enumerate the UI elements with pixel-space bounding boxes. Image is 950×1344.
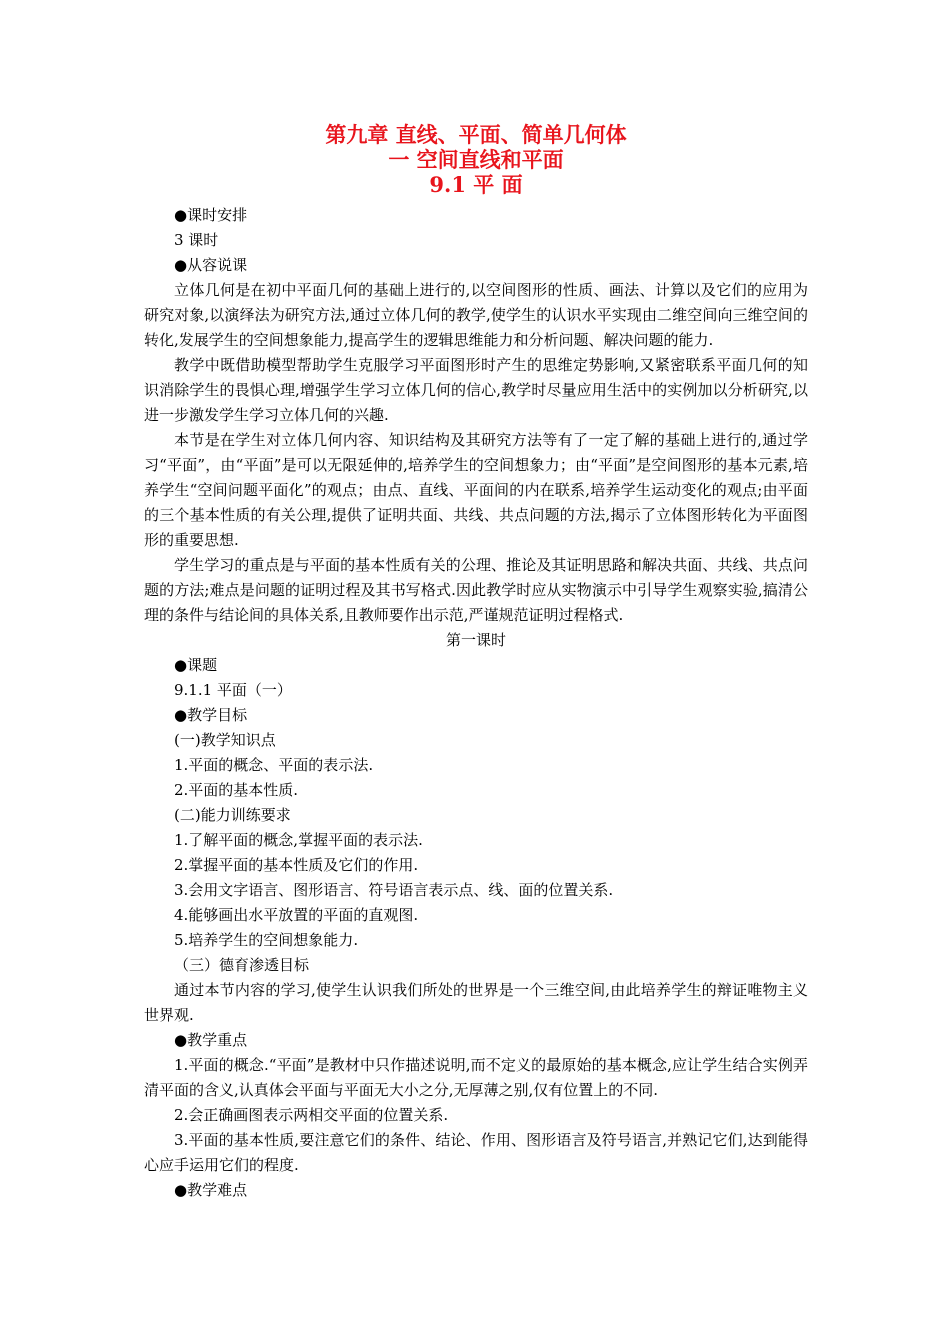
section-heading: ●课时安排 [174,206,248,224]
text-line: 2.平面的基本性质. [174,781,299,799]
document-body [144,203,808,1203]
section-heading: ●教学难点 [174,1181,248,1199]
text-line: 1.平面的概念、平面的表示法. [174,756,374,774]
section-heading: ●课题 [174,656,218,674]
document-page [144,120,808,1203]
section-title: 一 空间直线和平面 [388,147,564,172]
text-line: (一)教学知识点 [174,731,276,749]
lesson-heading: 第一课时 [445,631,506,649]
text-line: 3 课时 [174,231,219,249]
subsection-title: 9.1 平 面 [429,172,523,197]
text-line: (二)能力训练要求 [174,806,291,824]
paragraph: 本节是在学生对立体几何内容、知识结构及其研究方法等有了一定了解的基础上进行的,通过学习“平面”，由“平面”是可以无限延伸的,培养学生的空间想象力；由“平面”是空间图形的基本元素,培养学生“空间问题平面化”的观点；由点、直线、平面间的内在联系,培养学生运动变化的观点;由平面的三个基本性质的有关公理,提供了证明共面、共线、共点问题的方法,揭示了立体图形转化为平面图形的重要思想. [144,431,808,549]
text-line: 4.能够画出水平放置的平面的直观图. [174,906,419,924]
text-line: 1.了解平面的概念,掌握平面的表示法. [174,831,423,849]
paragraph: 3.平面的基本性质,要注意它们的条件、结论、作用、图形语言及符号语言,并熟记它们,达到能得心应手运用它们的程度. [144,1131,808,1174]
section-heading: ●教学目标 [174,706,248,724]
text-line: 9.1.1 平面（一） [174,681,292,699]
section-heading: ●教学重点 [174,1031,248,1049]
text-line: 5.培养学生的空间想象能力. [174,931,359,949]
paragraph: 通过本节内容的学习,使学生认识我们所处的世界是一个三维空间,由此培养学生的辩证唯物主义世界观. [144,981,808,1024]
paragraph: 教学中既借助模型帮助学生克服学习平面图形时产生的思维定势影响,又紧密联系平面几何的知识消除学生的畏惧心理,增强学生学习立体几何的信心,教学时尽量应用生活中的实例加以分析研究,以进一步激发学生学习立体几何的兴趣. [144,356,808,424]
paragraph: 2.会正确画图表示两相交平面的位置关系. [174,1106,449,1124]
section-heading: ●从容说课 [174,256,248,274]
paragraph: 学生学习的重点是与平面的基本性质有关的公理、推论及其证明思路和解决共面、共线、共点问题的方法;难点是问题的证明过程及其书写格式.因此教学时应从实物演示中引导学生观察实验,搞清公理的条件与结论间的具体关系,且教师要作出示范,严谨规范证明过程格式. [144,556,808,624]
chapter-title: 第九章 直线、平面、简单几何体 [325,122,627,147]
text-line: 3.会用文字语言、图形语言、符号语言表示点、线、面的位置关系. [174,881,614,899]
text-line: （三）德育渗透目标 [174,956,310,974]
paragraph: 立体几何是在初中平面几何的基础上进行的,以空间图形的性质、画法、计算以及它们的应用为研究对象,以演绎法为研究方法,通过立体几何的教学,使学生的认识水平实现由二维空间向三维空间的转化,发展学生的空间想象能力,提高学生的逻辑思维能力和分析问题、解决问题的能力. [144,281,808,349]
text-line: 2.掌握平面的基本性质及它们的作用. [174,856,419,874]
paragraph: 1.平面的概念.“平面”是教材中只作描述说明,而不定义的最原始的基本概念,应让学生结合实例弄清平面的含义,认真体会平面与平面无大小之分,无厚薄之别,仅有位置上的不同. [144,1056,808,1099]
